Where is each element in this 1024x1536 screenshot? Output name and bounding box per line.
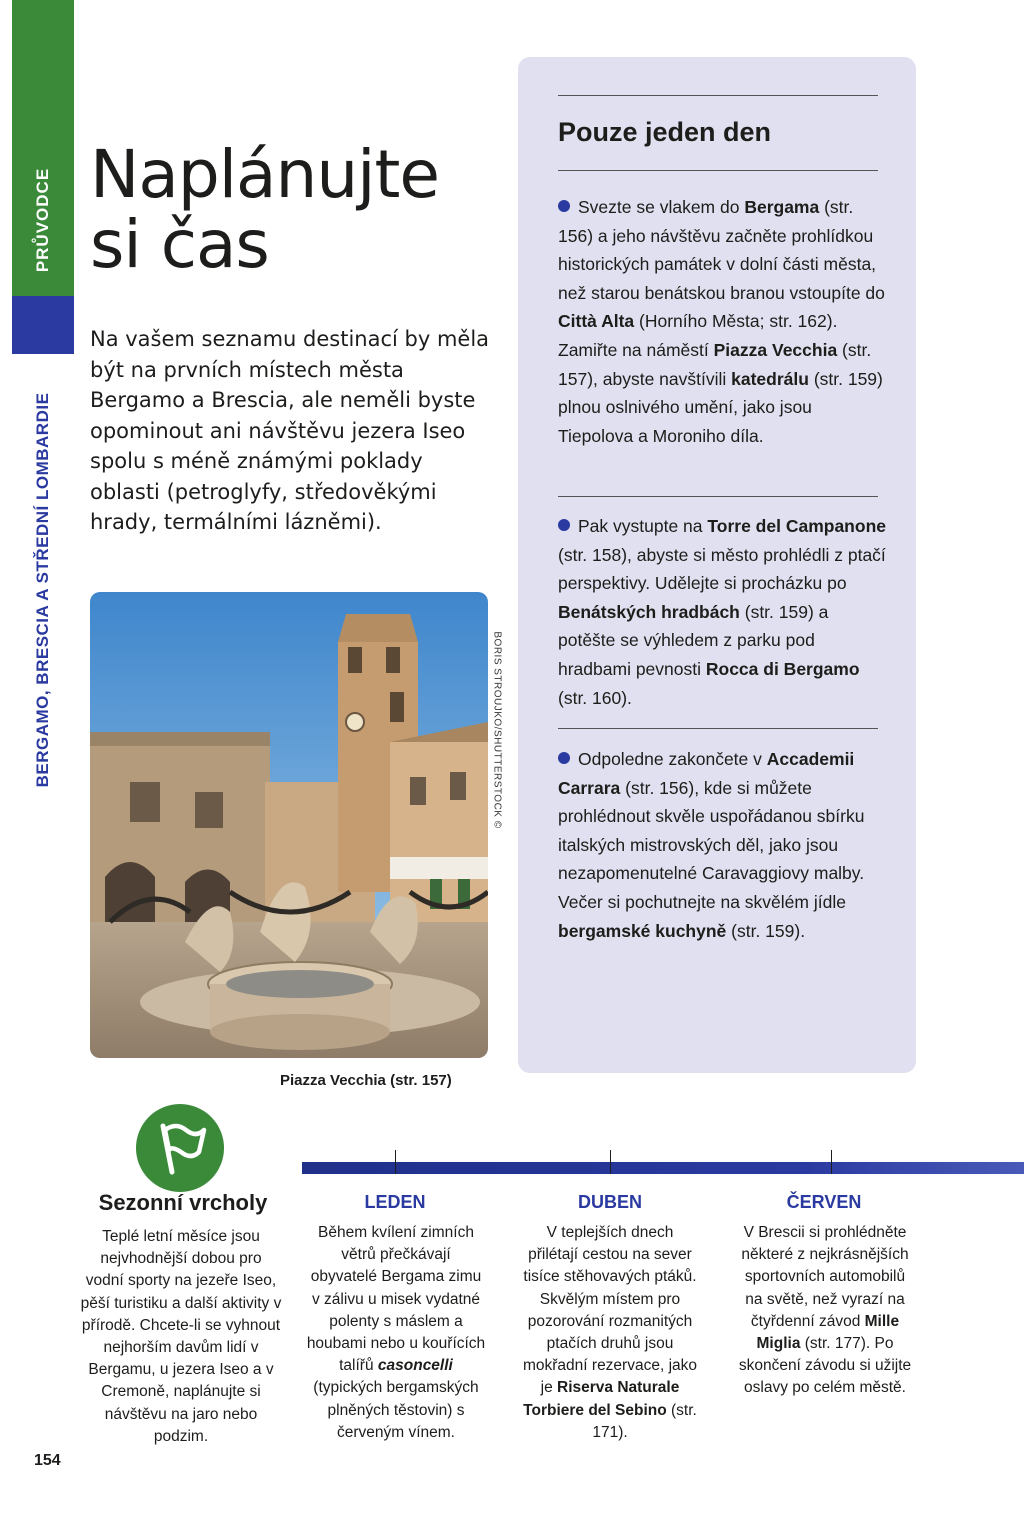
body-text: Svezte se vlakem do bbox=[578, 197, 745, 217]
month-cerven: ČERVEN bbox=[786, 1192, 862, 1212]
timeline-tick bbox=[395, 1150, 396, 1174]
body-text: (str. 158), abyste si město prohlédli z ptačí perspektivy. Udělejte si procházku po bbox=[558, 544, 886, 594]
box-divider bbox=[558, 496, 878, 497]
box-divider bbox=[558, 170, 878, 171]
highlight-text: bergamské kuchyně bbox=[558, 920, 727, 941]
bullet-dot-icon bbox=[558, 519, 570, 531]
highlight-text: casoncelli bbox=[377, 1357, 453, 1375]
bullet-dot-icon bbox=[558, 752, 570, 764]
day-item bbox=[558, 745, 888, 945]
highlight-text: Piazza Vecchia bbox=[713, 339, 838, 360]
day-item bbox=[558, 512, 888, 712]
page-title-line-1: Naplánujte bbox=[90, 136, 439, 213]
month-duben: DUBEN bbox=[577, 1192, 642, 1212]
one-day-box bbox=[518, 57, 916, 1073]
body-text: (str. 159). bbox=[726, 920, 806, 941]
box-divider bbox=[558, 95, 878, 96]
body-text: (str. 177). Po skončení závodu si užijte oslavy po celém městě. bbox=[738, 1335, 912, 1397]
timeline-bar bbox=[302, 1162, 1024, 1174]
box-title: Pouze jeden den bbox=[558, 117, 772, 147]
body-text: (str. 171). bbox=[592, 1401, 697, 1441]
day-item bbox=[558, 193, 888, 450]
flag-icon bbox=[136, 1104, 224, 1192]
bullet-dot-icon bbox=[558, 200, 570, 212]
page-number: 154 bbox=[34, 1452, 61, 1469]
body-text: (str. 156), kde si můžete prohlédnout skvěle uspořádanou sbírku italských mistrovských děl, jako jsou nezapomenutelné Caravaggiovy malby. Večer si pochutnejte na skvělém jídle bbox=[558, 777, 865, 912]
highlight-text: Città Alta bbox=[558, 311, 635, 332]
highlight-text: Rocca di Bergamo bbox=[705, 658, 860, 679]
highlight-text: Accademii Carrara bbox=[558, 749, 855, 798]
body-text: V Brescii si prohlédněte některé z nejkrásnějších sportovních automobilů na světě, než vyrazí na čtyřdenní závod bbox=[741, 1224, 909, 1330]
body-text: Odpoledne zakončete v bbox=[578, 749, 767, 769]
body-text: Pak vystupte na bbox=[578, 516, 708, 536]
highlight-text: Bergama bbox=[744, 197, 820, 217]
body-text: (str. 159) a potěšte se výhledem z parku pod hradbami pevnosti bbox=[558, 601, 829, 679]
body-text: (Horního Města; str. 162). Zamiřte na náměstí bbox=[558, 311, 838, 360]
photo-credit: BORIS STROUJKO/SHUTTERSTOCK © bbox=[491, 631, 503, 829]
body-text: (str. 160). bbox=[558, 687, 632, 708]
chapter-side-label: BERGAMO, BRESCIA A STŘEDNÍ LOMBARDIE bbox=[33, 392, 52, 788]
highlight-text: Torre del Campanone bbox=[707, 516, 886, 536]
timeline-tick bbox=[610, 1150, 611, 1174]
page-title-line-2: si čas bbox=[90, 206, 269, 283]
body-text: (str. 159) plnou oslnivého umění, jako jsou Tiepolova a Moroniho díla. bbox=[558, 368, 883, 446]
intro-paragraph: Na vašem seznamu destinací by měla být na prvních místech města Bergamo a Brescia, ale neměli byste opominout ani návštěvu jezera Iseo spolu s méně známými poklady oblasti (petroglyfy, středověkými hrady, termálními lázněmi). bbox=[90, 327, 490, 534]
month-duben-text bbox=[520, 1222, 700, 1444]
box-divider bbox=[558, 728, 878, 729]
highlight-text: katedrálu bbox=[731, 368, 809, 389]
season-text: Teplé letní měsíce jsou nejvhodnější dobou pro vodní sporty na jezeře Iseo, pěší turistiku a další aktivity v přírodě. Chcete-li se vyhnout nejhorším davům lidí v Bergamu, u jezera Iseo a v Cremoně, naplánujte si návštěvu na jaro nebo podzim. bbox=[80, 1228, 282, 1445]
body-text: V teplejších dnech přilétají cestou na sever tisíce stěhovavých ptáků. Skvělým místem pro pozorování rozmanitých ptačích druhů jsou mokřadní rezervace, jako je bbox=[522, 1224, 698, 1397]
section-tab-accent bbox=[12, 296, 74, 354]
guide-tab-label: PRŮVODCE bbox=[33, 167, 52, 273]
body-text: Během kvílení zimních větrů přečkávají obyvatelé Bergama zimu v zálivu u misek vydatné polenty s máslem a houbami nebo u kouřících talířů bbox=[306, 1224, 486, 1375]
timeline-tick bbox=[831, 1150, 832, 1174]
photo-caption: Piazza Vecchia (str. 157) bbox=[280, 1072, 452, 1089]
body-text: (typických bergamských plněných těstovin) s červeným vínem. bbox=[313, 1379, 479, 1441]
season-title: Sezonní vrcholy bbox=[98, 1190, 268, 1215]
highlight-text: Benátských hradbách bbox=[558, 601, 740, 622]
page-title bbox=[90, 136, 500, 283]
highlight-text: Mille Miglia bbox=[756, 1312, 900, 1353]
month-cerven-text bbox=[735, 1222, 915, 1400]
piazza-vecchia-photo bbox=[90, 592, 488, 1058]
body-text: (str. 156) a jeho návštěvu začněte prohlídkou historických památek v dolní části města, než starou benátskou branou vstoupíte do bbox=[558, 197, 885, 303]
month-leden-text bbox=[306, 1222, 486, 1444]
highlight-text: Riserva Naturale Torbiere del Sebino bbox=[523, 1379, 680, 1419]
body-text: (str. 157), abyste navštívili bbox=[558, 339, 872, 389]
month-leden: LEDEN bbox=[364, 1192, 426, 1212]
